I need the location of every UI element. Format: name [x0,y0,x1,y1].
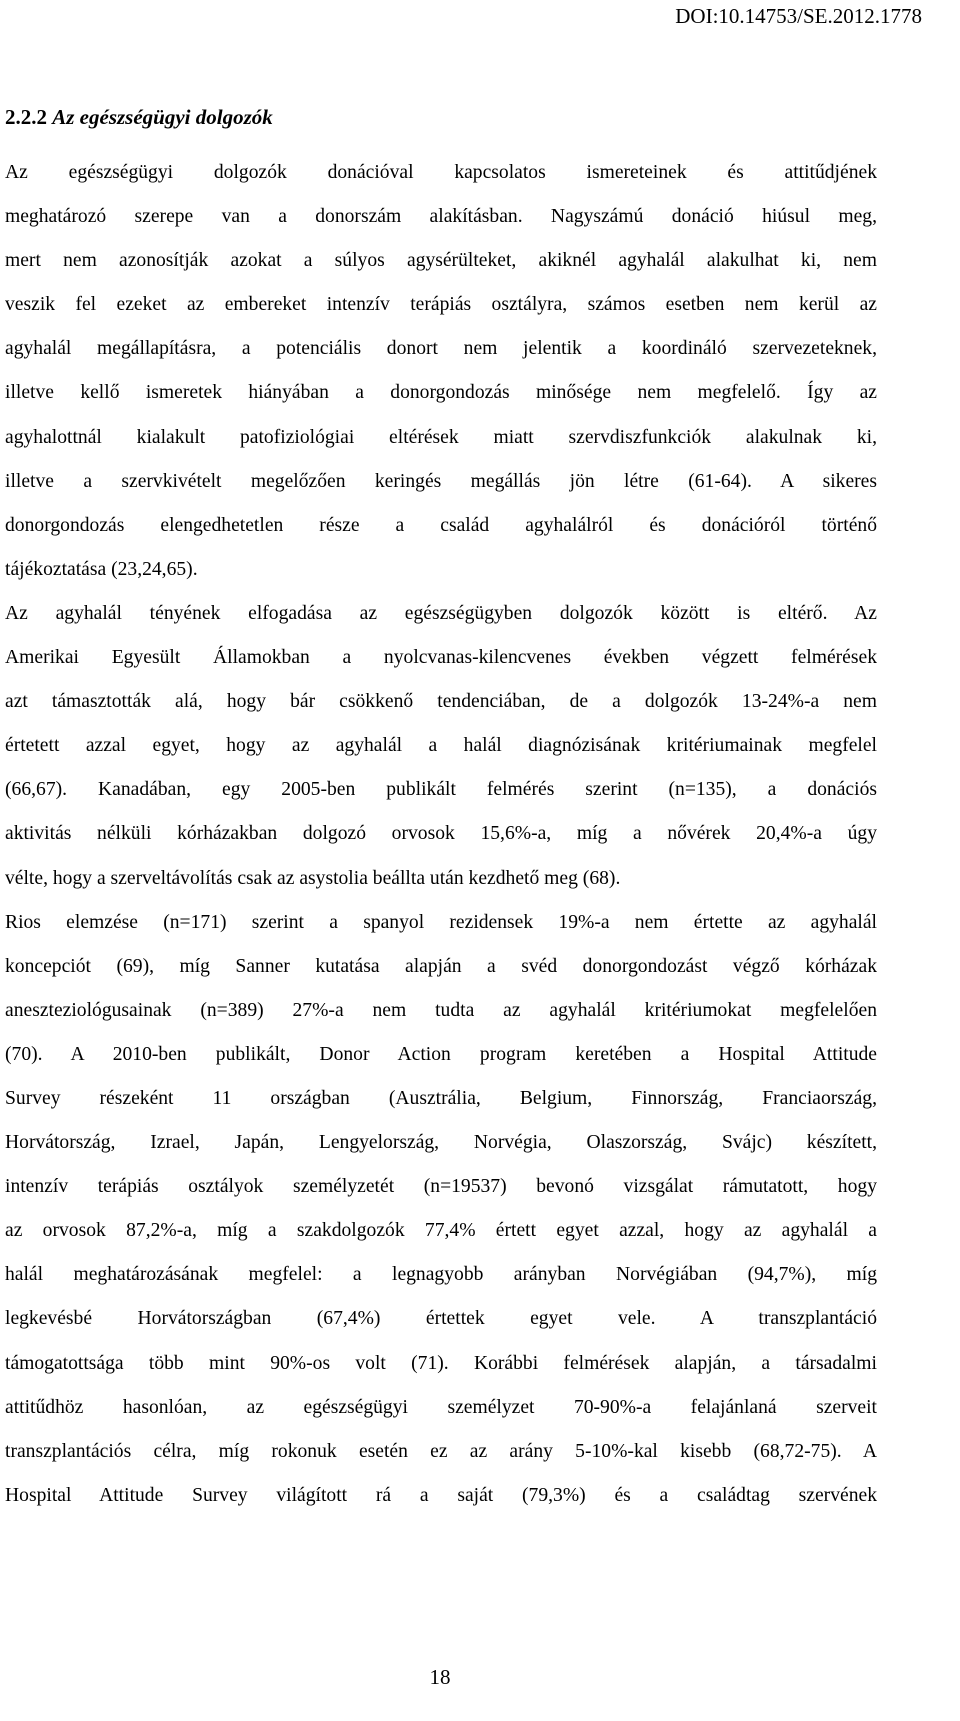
text-line: donorgondozás elengedhetetlen része a család agyhalálról és donációról történő [5,514,877,536]
text-line: legkevésbé Horvátországban (67,4%) értettek egyet vele. A transzplantáció [5,1308,877,1330]
section-number: 2.2.2 [5,105,47,129]
text-line: az orvosok 87,2%-a, míg a szakdolgozók 77,4% értett egyet azzal, hogy az agyhalál a [5,1220,877,1242]
section-heading [5,104,273,130]
text-line: Survey részeként 11 országban (Ausztrália, Belgium, Finnország, Franciaország, [5,1087,877,1109]
page-number: 18 [429,1665,451,1689]
text-line: meghatározó szerepe van a donorszám alakításban. Nagyszámú donáció hiúsul meg, [5,206,877,228]
text-line: veszik fel ezeket az embereket intenzív terápiás osztályra, számos esetben nem kerül az [5,294,877,316]
body-text [5,151,877,1518]
text-line: (66,67). Kanadában, egy 2005-ben publikált felmérés szerint (n=135), a donációs [5,779,877,801]
text-line: (70). A 2010-ben publikált, Donor Action program keretében a Hospital Attitude [5,1043,877,1065]
doi-header: DOI:10.14753/SE.2012.1778 [675,4,922,28]
text-line: Rios elemzése (n=171) szerint a spanyol rezidensek 19%-a nem értette az agyhalál [5,911,877,933]
text-line: támogatottsága több mint 90%-os volt (71). Korábbi felmérések alapján, a társadalmi [5,1352,877,1374]
text-line: vélte, hogy a szerveltávolítás csak az asystolia beállta után kezdhető meg (68). [5,867,621,889]
text-line: Hospital Attitude Survey világított rá a saját (79,3%) és a családtag szervének [5,1484,877,1506]
text-line: aktivitás nélküli kórházakban dolgozó orvosok 15,6%-a, míg a nővérek 20,4%-a úgy [5,823,877,845]
section-title: Az egészségügyi dolgozók [52,105,273,129]
text-line: aneszteziológusainak (n=389) 27%-a nem tudta az agyhalál kritériumokat megfelelően [5,999,877,1021]
text-line: attitűdhöz hasonlóan, az egészségügyi személyzet 70-90%-a felajánlaná szerveit [5,1396,877,1418]
text-line: illetve a szervkivételt megelőzően keringés megállás jön létre (61-64). A sikeres [5,470,877,492]
text-line: illetve kellő ismeretek hiányában a donorgondozás minősége nem megfelelő. Így az [5,382,877,404]
text-line: tájékoztatása (23,24,65). [5,558,198,580]
text-line: halál meghatározásának megfelel: a legnagyobb arányban Norvégiában (94,7%), míg [5,1264,877,1286]
text-line: Az egészségügyi dolgozók donációval kapcsolatos ismereteinek és attitűdjének [5,162,877,183]
text-line: koncepciót (69), míg Sanner kutatása alapján a svéd donorgondozást végző kórházak [5,955,877,977]
text-line: agyhalál megállapításra, a potenciális donort nem jelentik a koordináló szervezeteknek, [5,338,877,360]
text-line: azt támasztották alá, hogy bár csökkenő tendenciában, de a dolgozók 13-24%-a nem [5,691,877,713]
text-line: Horvátország, Izrael, Japán, Lengyelország, Norvégia, Olaszország, Svájc) készített, [5,1132,877,1154]
text-line: Amerikai Egyesült Államokban a nyolcvanas-kilencvenes években végzett felmérések [5,647,877,669]
text-line: értetett azzal egyet, hogy az agyhalál a halál diagnózisának kritériumainak megfelel [5,735,877,757]
text-line: mert nem azonosítják azokat a súlyos agysérülteket, akiknél agyhalál alakulhat ki, nem [5,250,877,272]
text-line: agyhalottnál kialakult patofiziológiai eltérések miatt szervdiszfunkciók alakulnak ki, [5,426,877,448]
text-line: Az agyhalál tényének elfogadása az egészségügyben dolgozók között is eltérő. Az [5,602,877,624]
text-line: transzplantációs célra, míg rokonuk esetén ez az arány 5-10%-kal kisebb (68,72-75). A [5,1440,877,1462]
text-line: intenzív terápiás osztályok személyzetét (n=19537) bevonó vizsgálat rámutatott, hogy [5,1176,877,1198]
